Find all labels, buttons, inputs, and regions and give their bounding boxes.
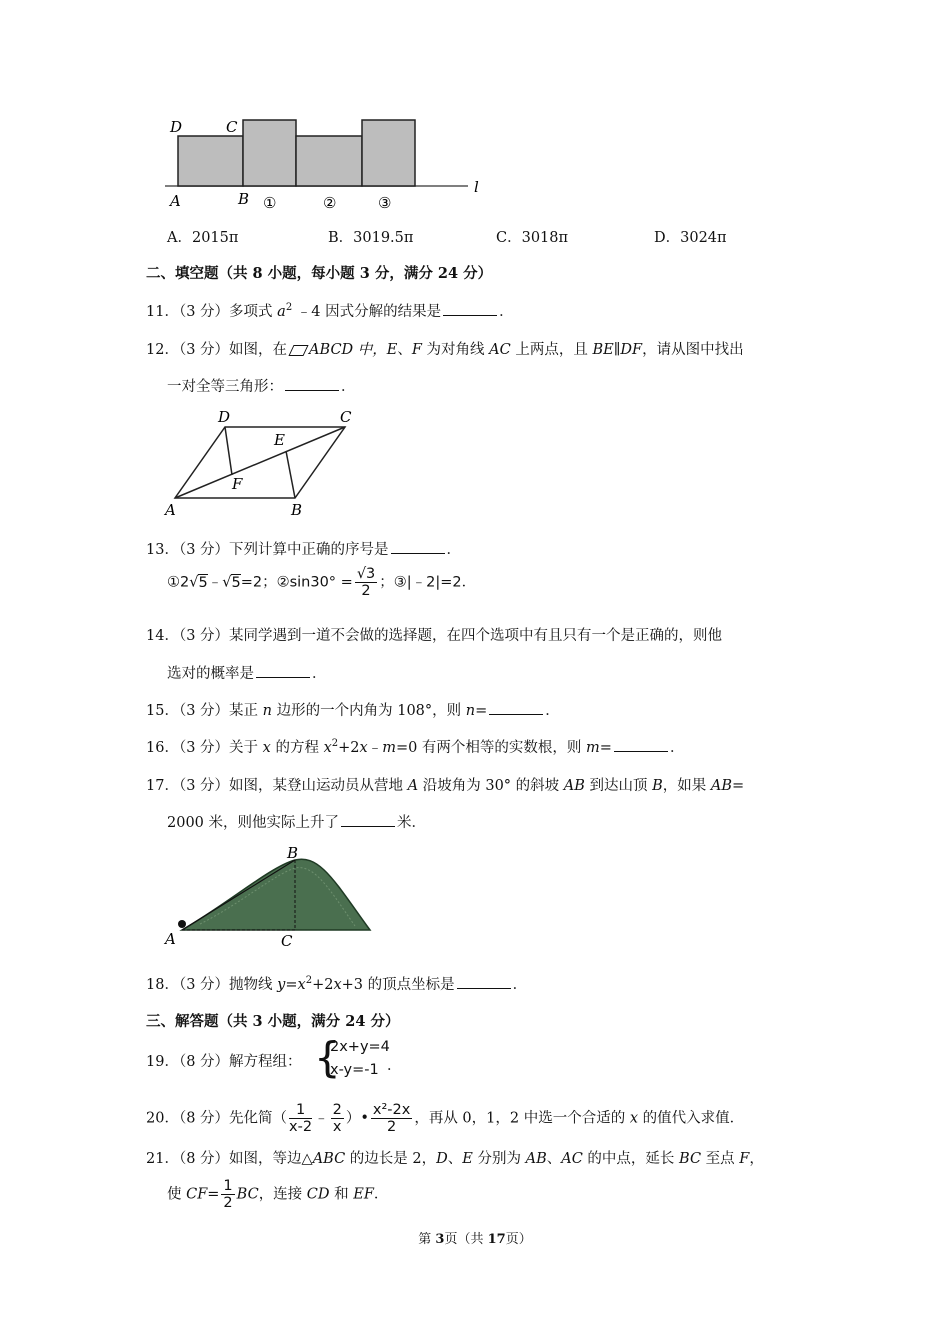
- label-d: D: [218, 408, 231, 426]
- question-14: 14．（3 分）某同学遇到一道不会做的选择题，在四个选项中有且只有一个是正确的，则他: [146, 628, 723, 644]
- question-20: 20．（8 分）先化简（ $\frac{1}{x-2}$ ﹣ $\frac{2}{x}$ ）• $\frac{\text{x²-2x}}{2}$ ，再从 0，1，2 中选一个合适的 x 的值代入求值．: [146, 1102, 745, 1135]
- label-e: E: [274, 431, 285, 449]
- label-c: C: [226, 118, 238, 136]
- option-a: A．2015π: [167, 230, 239, 246]
- label-circle-1: ①: [263, 194, 277, 212]
- label-l: l: [474, 178, 479, 196]
- rectangle-abcd: [178, 136, 243, 186]
- option-c: C．3018π: [496, 230, 569, 246]
- climber-icon: [178, 920, 186, 928]
- question-13: 13．（3 分）下列计算中正确的序号是 ．: [146, 542, 462, 558]
- label-a: A: [165, 930, 176, 948]
- answer-blank: [443, 303, 497, 316]
- question-21: 21．（8 分）如图，等边△ABC 的边长是 2，D、E 分别为 AB、AC 的中点，延长 BC 至点 F，: [146, 1151, 764, 1167]
- section-2-heading: 二、填空题（共 8 小题，每小题 3 分，满分 24 分）: [146, 265, 493, 282]
- mountain-shape: [182, 859, 370, 930]
- answer-blank: [391, 541, 445, 554]
- answer-blank: [457, 976, 511, 989]
- label-c: C: [281, 932, 293, 950]
- sqrt-icon: √: [222, 574, 232, 591]
- rectangle-1: [243, 120, 296, 186]
- answer-blank: [285, 378, 339, 391]
- label-d: D: [170, 118, 183, 136]
- question-21-line-2: 使 CF= $\frac{1}{2}$ BC，连接 CD 和 EF．: [167, 1178, 389, 1211]
- question-17-line-2: 2000 米，则他实际上升了 米．: [167, 815, 427, 831]
- label-b: B: [291, 501, 303, 519]
- label-c: C: [340, 408, 352, 426]
- question-14-line-2: 选对的概率是 ．: [167, 666, 327, 682]
- label-b: B: [238, 190, 250, 208]
- option-d: D．3024π: [654, 230, 727, 246]
- question-12-line-2: 一对全等三角形： ．: [167, 379, 356, 395]
- page-footer: 第 3页（共 17页）: [418, 1232, 532, 1247]
- segment-be: [286, 451, 295, 498]
- parallelogram-figure: [160, 405, 365, 520]
- answer-blank: [489, 702, 543, 715]
- label-a: A: [170, 192, 181, 210]
- question-12: 12．（3 分）如图，在 ABCD 中，E、F 为对角线 AC 上两点，且 BE∥DF，请从图中找出: [146, 342, 744, 358]
- question-16: 16．（3 分）关于 x 的方程 $x^2+2x﹣m=0$ 有两个相等的实数根，则 m= ．: [146, 738, 685, 756]
- question-17: 17．（3 分）如图，某登山运动员从营地 A 沿坡角为 30° 的斜坡 AB 到达山顶 B，如果 AB=: [146, 778, 745, 794]
- section-3-heading: 三、解答题（共 3 小题，满分 24 分）: [146, 1013, 400, 1030]
- brace-icon: {: [314, 1033, 341, 1082]
- question-13-statements: ①2√5﹣√5=2；②sin30° = $\frac{√3}{2}$ ；③|﹣2|=2．: [167, 566, 477, 599]
- equation-1: 2x+y=4: [330, 1039, 390, 1055]
- rectangle-2: [296, 136, 362, 186]
- option-b: B．3019.5π: [328, 230, 414, 246]
- rolling-rectangles-figure: [160, 112, 490, 217]
- label-a: A: [165, 501, 176, 519]
- rectangle-3: [362, 120, 415, 186]
- answer-blank: [341, 814, 395, 827]
- label-circle-3: ③: [378, 194, 392, 212]
- sqrt-icon: √: [189, 574, 199, 591]
- parallelogram-icon: [288, 345, 308, 356]
- label-circle-2: ②: [323, 194, 337, 212]
- answer-blank: [614, 739, 668, 752]
- question-19: 19．（8 分）解方程组：: [146, 1054, 302, 1070]
- question-18: 18．（3 分）抛物线 $y=x^2+2x+3$ 的顶点坐标是 ．: [146, 975, 528, 993]
- question-11: 11．（3 分）多项式 $a^2$ ﹣4 因式分解的结果是 ．: [146, 302, 514, 320]
- mountain-figure: [160, 842, 375, 952]
- answer-blank: [256, 665, 310, 678]
- label-b: B: [287, 844, 299, 862]
- label-f: F: [232, 475, 243, 493]
- segment-df: [225, 427, 232, 475]
- question-15: 15．（3 分）某正 n 边形的一个内角为 108°，则 n= ．: [146, 703, 560, 719]
- equation-2: x-y=-1: [330, 1062, 379, 1078]
